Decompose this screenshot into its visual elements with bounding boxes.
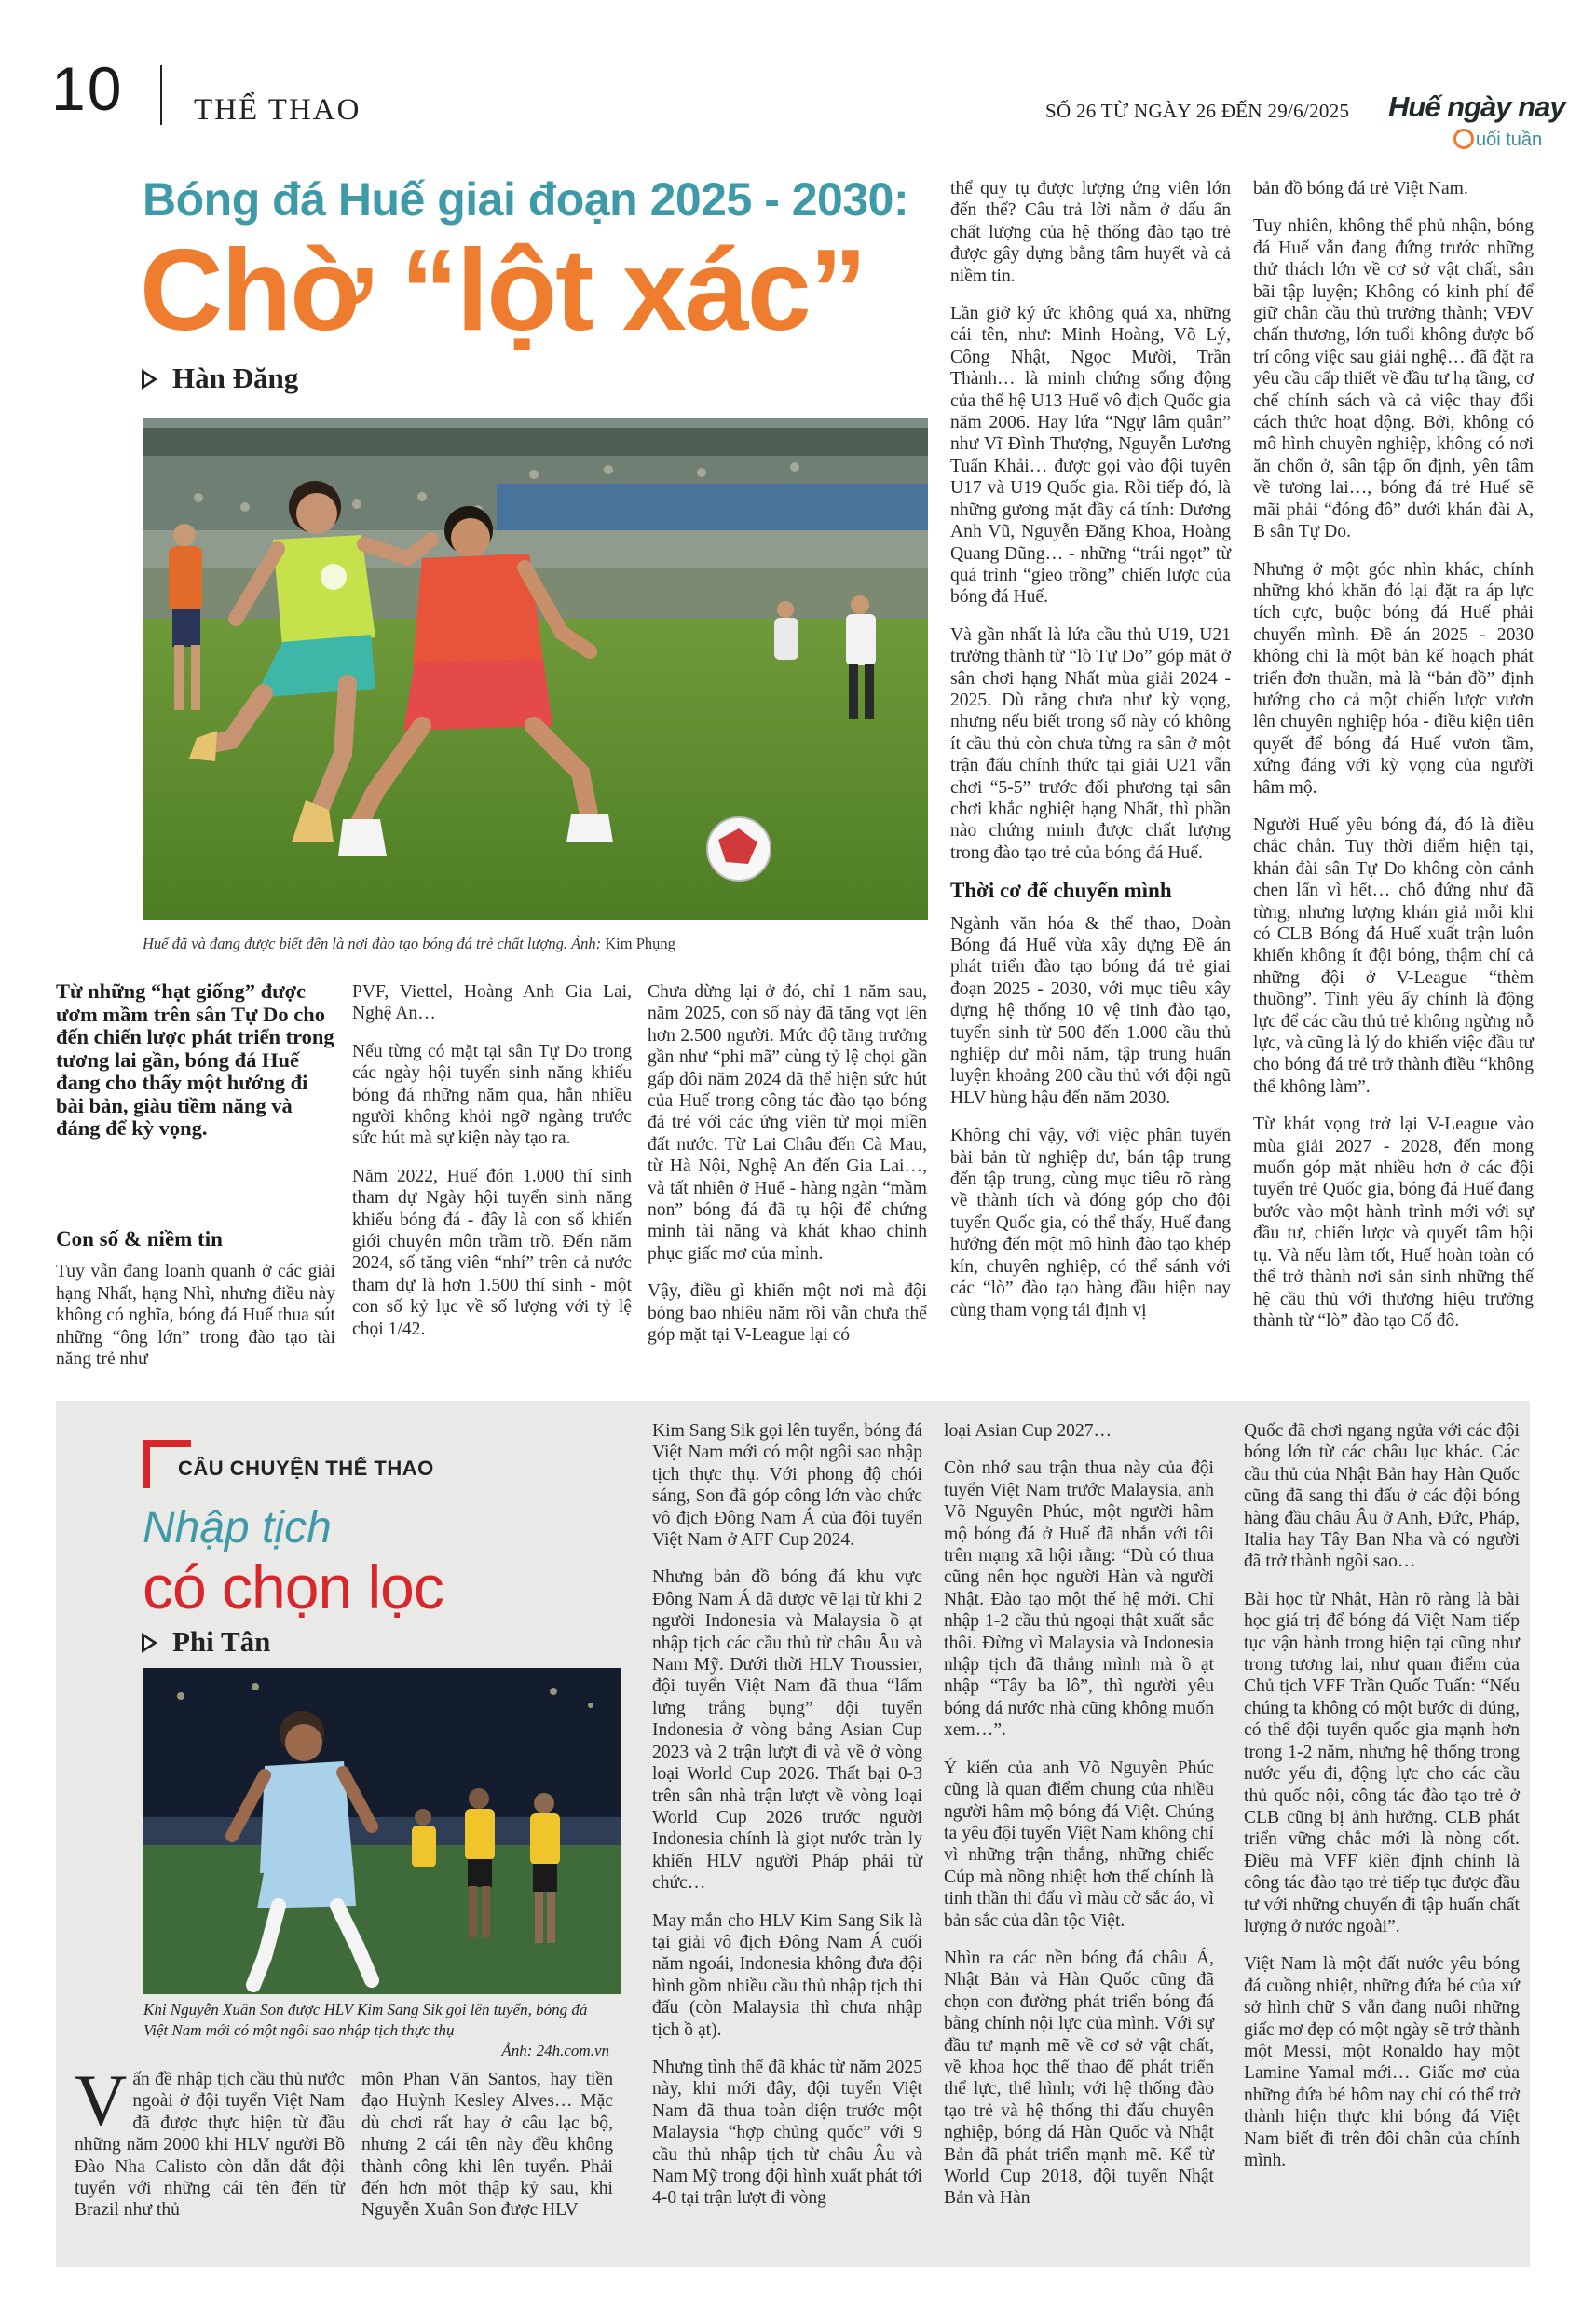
- main-column-5: [1253, 178, 1534, 1332]
- subhead-con-so: Con số & niềm tin: [56, 1227, 223, 1251]
- paragraph: Nhưng bản đồ bóng đá khu vực Đông Nam Á đã được vẽ lại từ khi 2 người Indonesia và Malaysia ồ ạt nhập tịch các cầu thủ từ châu Âu và Nam Mỹ. Dưới thời HLV Troussier, đội tuyển Việt Nam đã thua “lấm lưng trắng bụng” đội tuyển Indonesia ở vòng bảng Asian Cup 2023 và 2 trận lượt đi và về ở vòng loại World Cup 2026. Thất bại 0-3 trên sân nhà trận lượt về vòng loại World Cup 2026 trước người Indonesia chính là giọt nước tràn ly khiến HLV người Pháp phải từ chức…: [652, 1567, 922, 1894]
- paragraph: Năm 2022, Huế đón 1.000 thí sinh tham dự Ngày hội tuyển sinh năng khiếu bóng đá - đây là con số khiến giới chuyên môn trầm trồ. Đến năm 2024, số tăng viên “nhí” trên cả nước tham dự là hơn 1.500 thí sinh - một con số kỷ lục về số lượng với tỷ lệ chọi 1/42.: [352, 1166, 632, 1339]
- paragraph: Ý kiến của anh Võ Nguyên Phúc cũng là quan điểm chung của nhiều người hâm mộ bóng đá Việt. Chúng ta yêu đội tuyển Việt Nam không chỉ vì những trận thắng, những chiếc Cúp mà nồng nhiệt hơn thế chính là tinh thần thi đấu vì màu cờ sắc áo, vì bản sắc của dân tộc Việt.: [944, 1758, 1214, 1931]
- sidebar-kicker: Nhập tịch: [143, 1503, 332, 1553]
- byline-arrow-icon: [142, 1633, 157, 1653]
- main-lede: Từ những “hạt giống” được ươm mầm trên sân Tự Do cho đến chiến lược phát triển trong tương lai gần, bóng đá Huế đang cho thấy một hướng đi bài bản, giàu tiềm năng và đáng để kỳ vọng.: [56, 979, 334, 1140]
- paragraph: Nhưng tình thế đã khác từ năm 2025 này, khi mới đây, đội tuyển Việt Nam đã thua toàn diện trước một Malaysia “hợp chủng quốc” với 9 cầu thủ nhập tịch từ châu Âu và Nam Mỹ trong đội hình xuất phát tới 4-0 tại trận lượt đi vòng: [652, 2057, 922, 2209]
- main-caption-text: Huế đã và đang được biết đến là nơi đào tạo bóng đá trẻ chất lượng. Ảnh:: [143, 935, 602, 952]
- main-column-3: [648, 981, 927, 1347]
- main-photo-caption: [143, 935, 928, 953]
- paragraph: bản đồ bóng đá trẻ Việt Nam.: [1253, 179, 1468, 198]
- paragraph: loại Asian Cup 2027…: [944, 1421, 1112, 1441]
- sidebar-photo-caption: [143, 2000, 609, 2061]
- sidebar-label-text: CÂU CHUYỆN THỂ THAO: [178, 1457, 434, 1480]
- paragraph: Còn nhớ sau trận thua này của đội tuyển Việt Nam trước Malaysia, anh Võ Nguyên Phúc, một người hâm mộ bóng đá ở Huế đã nhắn với tôi trên mạng xã hội rằng: “Dù có thua cũng nên học người Hàn và người Nhật. Đào tạo một thế hệ mới. Chỉ nhập 1-2 cầu thủ ngoại thật xuất sắc thôi. Đừng vì Malaysia và Indonesia nhập tịch đã thắng mình mà ồ ạt nhập “Tây ba lô”, thì người yêu bóng đá nước nhà cũng không muốn xem…”.: [944, 1458, 1214, 1741]
- paragraph: Tuy vẫn đang loanh quanh ở các giải hạng Nhất, hạng Nhì, nhưng điều này không có nghĩa, bóng đá Huế thua sút những “ông lớn” trong đào tạo tài năng trẻ như: [56, 1262, 335, 1370]
- masthead-subtitle-text: uối tuần: [1476, 130, 1543, 150]
- main-column-1: [56, 1228, 335, 1370]
- sidebar-byline: [142, 1625, 270, 1659]
- sidebar-column-1b: [361, 2069, 613, 2222]
- paragraph: Vậy, điều gì khiến một nơi mà đội bóng bao nhiêu năm rồi vẫn chưa thể góp mặt tại V-League lại có: [648, 1281, 927, 1346]
- main-photo: [143, 418, 928, 920]
- sidebar-column-2: [652, 1420, 922, 2209]
- paragraph-text: ấn đề nhập tịch cầu thủ nước ngoài ở đội tuyển Việt Nam đã được thực hiện từ đầu những năm 2000 khi HLV người Bồ Đào Nha Calisto còn dẫn dắt đội tuyển với những cái tên đến từ Brazil như thủ: [75, 2070, 345, 2221]
- paragraph: Tuy nhiên, không thể phủ nhận, bóng đá Huế vẫn đang đứng trước những thử thách lớn về cơ sở vật chất, sân bãi tập luyện; Không có kinh phí để giữ chân cầu thủ trưởng thành; VĐV chấn thương, lớn tuổi không được bố trí công việc sau giải nghệ… đã đặt ra yêu cầu cấp thiết về đầu tư hạ tầng, cơ chế chính sách và cả việc thay đổi cách thức hoạt động. Bởi, không có mô hình chuyên nghiệp, không có nơi ăn chốn ở, sân tập ổn định, yên tâm về tương lai…, bóng đá trẻ Huế sẽ mãi phải “đóng đô” dưới khán đài A, B sân Tự Do.: [1253, 216, 1534, 542]
- paragraph: Và gần nhất là lứa cầu thủ U19, U21 trưởng thành từ “lò Tự Do” góp mặt ở sân chơi hạng Nhất mùa giải 2024 - 2025. Dù rằng chưa như kỳ vọng, nhưng nếu biết trong số này có không ít cầu thủ còn chưa từng ra sân ở một trận đấu chính thức tại giải U21 vẫn chơi “5-5” trước đối phương tại sân chơi khắc nghiệt hạng Nhất, thì phần nào chứng minh được chất lượng trong đào tạo trẻ của bóng đá Huế.: [950, 624, 1231, 863]
- paragraph: PVF, Viettel, Hoàng Anh Gia Lai, Nghệ An…: [352, 982, 632, 1024]
- paragraph: Bài học từ Nhật, Hàn rõ ràng là bài học giá trị để bóng đá Việt Nam tiếp tục vận hành trong hiện tại cũng như trong tương lai, như quan điểm của Chủ tịch VFF Trần Quốc Tuấn: “Nếu chúng ta không có một bước đi đúng, có thể đội tuyển quốc gia mạnh hơn trong 1-2 năm, nhưng hệ thống trong nước yếu đi, động lực cho các cầu thủ quốc nội, công tác đào tạo trẻ ở CLB cũng bị ảnh hưởng. CLB phát triển vững chắc mới là nòng cốt. Điều mà VFF kiên định chính là công tác đào tạo trẻ tiếp tục được đầu tư với những chuyến đi tập huấn chất lượng ở nước ngoài”.: [1244, 1589, 1520, 1936]
- page-number: 10: [51, 54, 124, 123]
- sidebar-photo: [143, 1668, 621, 1994]
- section-title: THỂ THAO: [194, 93, 361, 127]
- masthead-logo: Huế ngày nay: [1388, 90, 1565, 123]
- paragraph: Nếu từng có mặt tại sân Tự Do trong các ngày hội tuyển sinh năng khiếu bóng đá những năm qua, hẳn nhiều người không khỏi ngỡ ngàng trước sức hút mà sự kiện này tạo ra.: [352, 1041, 632, 1149]
- paragraph: Chưa dừng lại ở đó, chỉ 1 năm sau, năm 2025, con số này đã tăng vọt lên hơn 2.500 người. Mức độ tăng trưởng gần như “phi mã” cùng tỷ lệ chọi gần gấp đôi năm 2024 đã thể hiện sức hút của Huế trong công tác đào tạo bóng đá trẻ với các ứng viên từ mọi miền đất nước. Từ Lai Châu đến Cà Mau, từ Hà Nội, Nghệ An đến Gia Lai…, và tất nhiên ở Huế - hàng ngàn “mầm non” bóng đá đã tụ hội để chứng minh tài năng và khát khao chinh phục giấc mơ của mình.: [648, 982, 927, 1264]
- paragraph: môn Phan Văn Santos, hay tiền đạo Huỳnh Kesley Alves… Mặc dù chơi rất hay ở câu lạc bộ, nhưng 2 cái tên này đều không thành công khi lên tuyển. Phải đến hơn một thập kỷ sau, khi Nguyễn Xuân Son được HLV: [361, 2070, 613, 2221]
- paragraph: [75, 2059, 345, 2222]
- main-column-2: [352, 981, 632, 1340]
- masthead-subtitle: [1453, 129, 1542, 151]
- main-byline: [142, 362, 298, 395]
- paragraph: Ngành văn hóa & thể thao, Đoàn Bóng đá Huế vừa xây dựng Đề án phát triển đào tạo bóng đá trẻ giai đoạn 2025 - 2030, với mục tiêu xây dựng hệ thống 10 vệ tinh đào tạo, tuyển sinh từ 500 đến 1.000 cầu thủ nghiệp dư mỗi năm, tập trung huấn luyện khoảng 200 cầu thủ với đội ngũ HLV hùng hậu đến năm 2030.: [950, 913, 1231, 1108]
- paragraph: Kim Sang Sik gọi lên tuyển, bóng đá Việt Nam mới có một ngôi sao nhập tịch thực thụ. Với phong độ chói sáng, Son đã góp công lớn vào chức vô địch Đông Nam Á của đội tuyển Việt Nam ở AFF Cup 2024.: [652, 1421, 922, 1551]
- sidebar-column-3: [944, 1420, 1214, 2209]
- header-divider: [160, 65, 162, 125]
- main-column-4: [950, 178, 1231, 1321]
- masthead-c-icon: [1453, 129, 1474, 149]
- paragraph: Từ khát vọng trở lại V-League vào mùa giải 2027 - 2028, đến mong muốn góp mặt nhiều hơn ở các đội tuyển trẻ Quốc gia, bóng đá Huế đang bước vào một hành trình mới với sự đầu tư, chiến lược và quyết tâm hội tụ. Và nếu làm tốt, Huế hoàn toàn có thể trở thành nơi sản sinh những thế hệ cầu thủ với thương hiệu trưởng thành từ “lò” đào tạo Cố đô.: [1253, 1115, 1534, 1331]
- paragraph: Người Huế yêu bóng đá, đó là điều chắc chắn. Tuy thời điểm hiện tại, khán đài sân Tự Do không còn cảnh chen lấn vì hết… chỗ đứng như đã từng, nhưng lượng khán giả mỗi khi có CLB Bóng đá Huế xuất trận luôn khiến không ít đội bóng, thậm chí cả những đội ở V-League “thèm thuồng”. Tình yêu ấy chính là động lực để các cầu thủ trẻ không ngừng nỗ lực, và cũng là lý do khiến việc đầu tư cho bóng đá trẻ trở thành điều “không thể không làm”.: [1253, 814, 1534, 1097]
- paragraph: Nhìn ra các nền bóng đá châu Á, Nhật Bản và Hàn Quốc cũng đã chọn con đường phát triển bóng đá bằng chính nội lực của mình. Với sự đầu tư mạnh mẽ về cơ sở vật chất, về khoa học thể thao để phát triển thể lực, thể hình; với hệ thống đào tạo trẻ và hệ thống thi đấu chuyên nghiệp, bóng đá Hàn Quốc và Nhật Bản đã phát triển mạnh mẽ. Kể từ World Cup 2018, đội tuyển Nhật Bản và Hàn: [944, 1948, 1214, 2209]
- main-kicker: Bóng đá Huế giai đoạn 2025 - 2030:: [143, 173, 909, 226]
- sidebar-column-1: [75, 2059, 345, 2222]
- main-caption-credit: Kim Phụng: [605, 935, 675, 952]
- byline-arrow-icon: [142, 369, 157, 390]
- paragraph: May mắn cho HLV Kim Sang Sik là tại giải vô địch Đông Nam Á cuối năm ngoái, Indonesia không đưa đội hình gồm nhiều cầu thủ nhập tịch thi đấu (còn Malaysia thì chưa nhập tịch ồ ạt).: [652, 1910, 922, 2040]
- main-headline: Chờ “lột xác”: [140, 226, 866, 355]
- paragraph: Quốc đã chơi ngang ngửa với các đội bóng lớn từ các châu lục khác. Các cầu thủ của Nhật Bản hay Hàn Quốc cũng đã sang thi đấu ở các đội bóng hàng đầu châu Âu ở Anh, Đức, Pháp, Italia hay Tây Ban Nha và có người đã trở thành ngôi sao…: [1244, 1421, 1520, 1572]
- footballer-night-illustration: [143, 1668, 621, 1994]
- issue-line: SỐ 26 TỪ NGÀY 26 ĐẾN 29/6/2025: [1045, 100, 1350, 122]
- sidebar-caption-credit: Ảnh: 24h.com.vn: [501, 2042, 609, 2059]
- sidebar-headline: có chọn lọc: [143, 1553, 443, 1621]
- paragraph: Việt Nam là một đất nước yêu bóng đá cuồng nhiệt, những đứa bé của xứ sở hình chữ S vẫn đang nuôi những giấc mơ đẹp có một ngày sẽ trở thành một Messi, một Ronaldo hay một Lamine Yamal mới… Giấc mơ của những đứa bé hôm nay chỉ có thể trở thành hiện thực khi bóng đá Việt Nam biết đi trên đôi chân của chính mình.: [1244, 1954, 1520, 2170]
- paragraph: Nhưng ở một góc nhìn khác, chính những khó khăn đó lại đặt ra áp lực tích cực, buộc bóng đá Huế phải chuyển mình. Đề án 2025 - 2030 không chỉ là một bản kế hoạch phát triển đơn thuần, mà là “bản đồ” định hướng cho cả một chiến lược vươn lên chuyên nghiệp hóa - điều kiện tiên quyết để bóng đá Huế vươn tầm, xứng đáng với kỳ vọng của người hâm mộ.: [1253, 559, 1534, 798]
- paragraph: Lần giở ký ức không quá xa, những cái tên, như: Minh Hoàng, Võ Lý, Công Nhật, Ngọc Mười, Trần Thành… là minh chứng sống động của thế hệ U13 Huế vô địch Quốc gia năm 2006. Hay lứa “Ngự lâm quân” như Vĩ Đình Thượng, Nguyễn Lương Tuấn Khải… được gọi vào đội tuyển U17 và U19 Quốc gia. Rồi tiếp đó, là những gương mặt đầy cá tính: Dương Anh Vũ, Nguyễn Đăng Khoa, Hoàng Quang Dũng… - những “trái ngọt” từ quá trình “gieo trồng” chiến lược của bóng đá Huế.: [950, 304, 1231, 608]
- youth-football-illustration: [143, 418, 928, 920]
- main-byline-name: Hàn Đăng: [172, 362, 299, 394]
- sidebar-byline-name: Phi Tân: [172, 1625, 271, 1658]
- paragraph: Không chỉ vậy, với việc phân tuyến bài bản từ nghiệp dư, bán tập trung đến tập trung, cùng mục tiêu rõ ràng về thành tích và đóng góp cho đội tuyển Quốc gia, có thể thấy, Huế đang hướng đến một mô hình đào tạo khép kín, chuyên nghiệp, có thể sánh với các “lò” đào tạo hàng đầu hiện nay cùng tham vọng tái định vị: [950, 1126, 1231, 1320]
- sidebar-column-4: [1244, 1420, 1520, 2171]
- dropcap: V: [75, 2059, 128, 2141]
- subhead-thoi-co: Thời cơ để chuyển mình: [950, 879, 1172, 903]
- sidebar-caption-text: Khi Nguyễn Xuân Son được HLV Kim Sang Sik gọi lên tuyển, bóng đá Việt Nam mới có một ngôi sao nhập tịch thực thụ: [143, 2001, 588, 2039]
- paragraph: thể quy tụ được lượng ứng viên lớn đến thế? Câu trả lời nằm ở dấu ấn chất lượng của hệ thống đào tạo trẻ được gây dựng bằng tâm huyết và cả niềm tin.: [950, 179, 1231, 286]
